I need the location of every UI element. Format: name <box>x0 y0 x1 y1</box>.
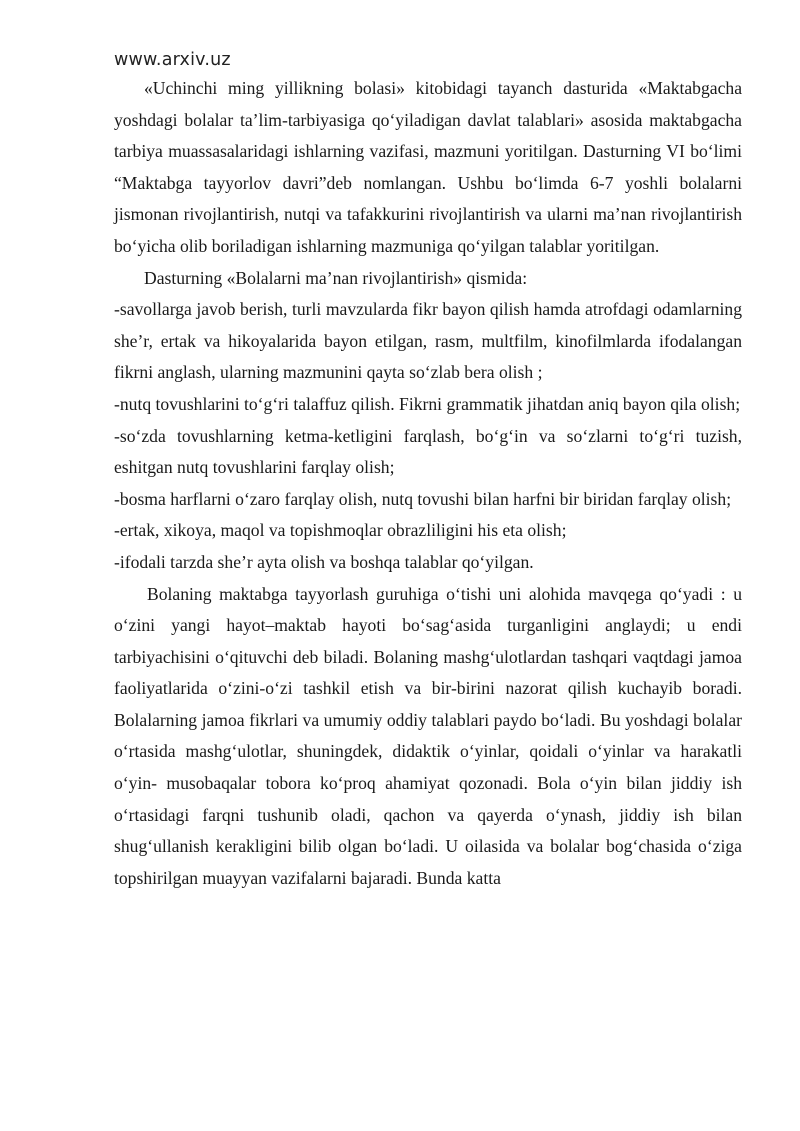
site-watermark: www.arxiv.uz <box>114 50 231 70</box>
paragraph-intro: «Uchinchi ming yillikning bolasi» kitobidagi tayanch dasturida «Maktabgacha yoshdagi bolalar ta’lim-tarbiyasiga qo‘yiladigan davlat talablari» asosida maktabgacha tarbiya muassasalaridagi ishlarning vazifasi, mazmuni yoritilgan. Dasturning VI bo‘limi “Maktabga tayyorlov davri”deb nomlangan. Ushbu bo‘limda 6-7 yoshli bolalarni jismonan rivojlantirish, nutqi va tafakkurini rivojlantirish va ularni ma’nan rivojlantirish bo‘yicha olib boriladigan ishlarning mazmuniga qo‘yilgan talablar yoritilgan. <box>114 78 742 256</box>
list-item: -ifodali tarzda she’r ayta olish va boshqa talablar qo‘yilgan. <box>114 551 534 572</box>
list-item: -nutq tovushlarini to‘g‘ri talaffuz qilish. Fikrni grammatik jihatdan aniq bayon qila olish; <box>114 393 741 414</box>
list-item: -bosma harflarni o‘zaro farqlay olish, nutq tovushi bilan harfni bir biridan farqlay olish; <box>114 488 732 509</box>
paragraph-main: Bolaning maktabga tayyorlash guruhiga o‘tishi uni alohida mavqega qo‘yadi : u o‘zini yangi hayot–maktab hayoti bo‘sag‘asida turganligini anglaydi; u endi tarbiyachisini o‘qituvchi deb biladi. Bolaning mashg‘ulotlardan tashqari vaqtdagi jamoa faoliyatlarida o‘zini-o‘zi tashkil etish va bir-birini nazorat qilish kuchayib boradi. Bolalarning jamoa fikrlari va umumiy oddiy talablari paydo bo‘ladi. Bu yoshdagi bolalar o‘rtasida mashg‘ulotlar, shuningdek, didaktik o‘yinlar, qoidali o‘yinlar va harakatli o‘yin- musobaqalar tobora ko‘proq ahamiyat qozonadi. Bola o‘yin bilan jiddiy ish o‘rtasidagi farqni tushunib oladi, qachon va qayerda o‘ynash, jiddiy ish bilan shug‘ullanish kerakligini bilib olgan bo‘ladi. U oilasida va bolalar bog‘chasida o‘ziga topshirilgan muayyan vazifalarni bajaradi. Bunda katta <box>114 583 742 888</box>
list-item: -ertak, xikoya, maqol va topishmoqlar obrazliligini his eta olish; <box>114 520 567 541</box>
list-item: -so‘zda tovushlarning ketma-ketligini farqlash, bo‘g‘in va so‘zlarni to‘g‘ri tuzish, eshitgan nutq tovushlarini farqlay olish; <box>114 425 742 478</box>
document-body <box>114 73 742 894</box>
paragraph-section-heading: Dasturning «Bolalarni ma’nan rivojlantirish» qismida: <box>144 267 528 288</box>
list-item: -savollarga javob berish, turli mavzularda fikr bayon qilish hamda atrofdagi odamlarning she’r, ertak va hikoyalarida bayon etilgan, rasm, multfilm, kinofilmlarda ifodalangan fikrni anglash, ularning mazmunini qayta so‘zlab bera olish ; <box>114 299 742 383</box>
